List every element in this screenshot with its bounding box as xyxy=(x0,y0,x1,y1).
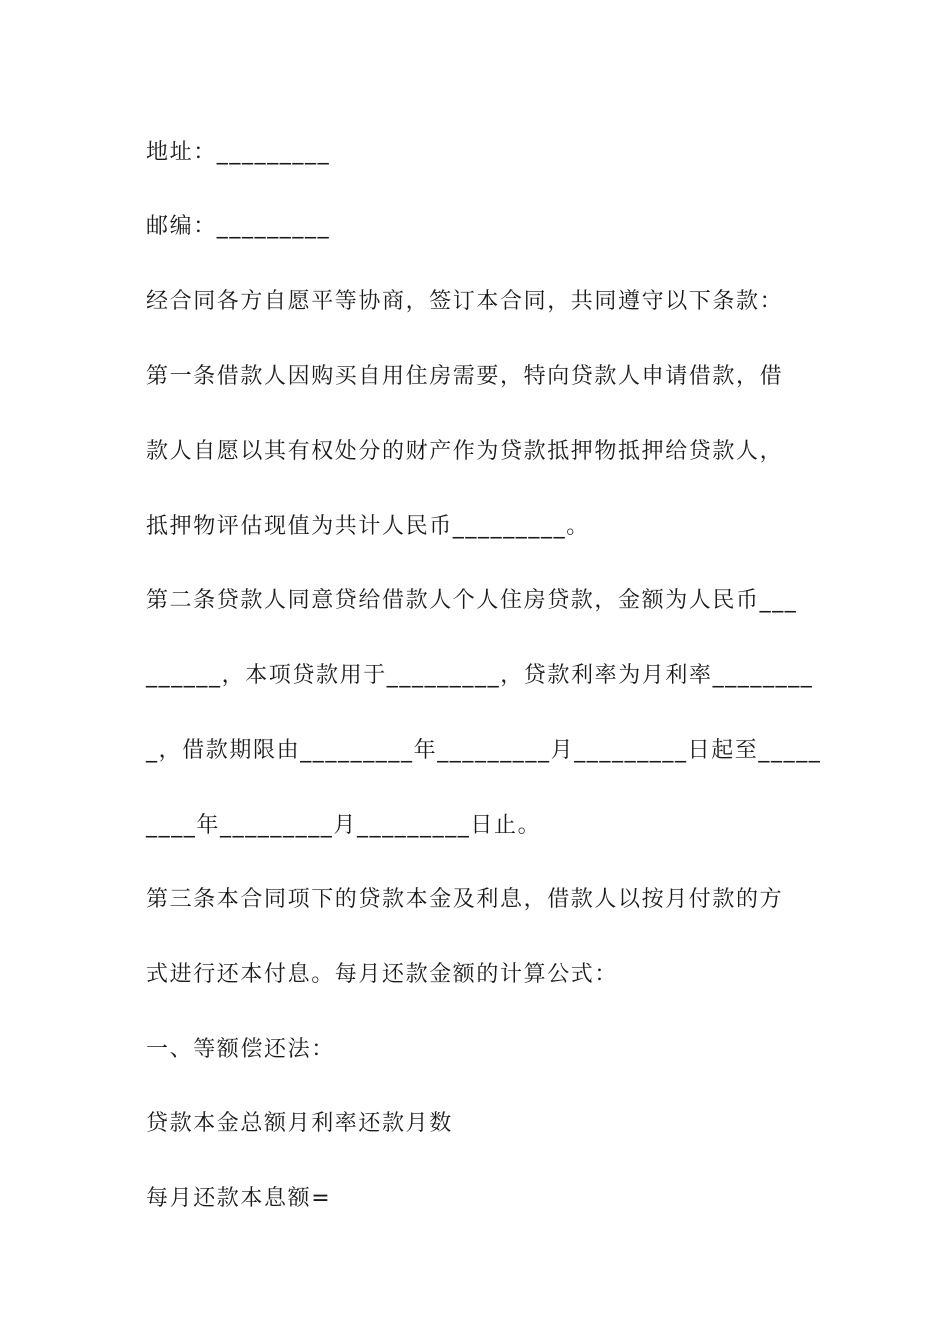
formula-variables: 贷款本金总额月利率还款月数 xyxy=(146,1111,453,1136)
article-1-line-3: 抵押物评估现值为共计人民币_________。 xyxy=(146,514,590,539)
article-1-line-2: 款人自愿以其有权处分的财产作为贷款抵押物抵押给贷款人， xyxy=(146,439,784,464)
address-line: 地址：_________ xyxy=(146,140,331,165)
method-heading: 一、等额偿还法： xyxy=(146,1037,335,1062)
article-2-line-4: ____年_________月_________日止。 xyxy=(146,813,542,838)
article-2-line-1: 第二条贷款人同意贷给借款人个人住房贷款，金额为人民币___ xyxy=(146,588,798,613)
article-2-line-3: _，借款期限由_________年_________月_________日起至_____ xyxy=(146,738,822,763)
formula-line: 每月还款本息额= xyxy=(146,1186,332,1211)
postcode-line: 邮编：_________ xyxy=(146,214,331,239)
article-2-line-2: ______，本项贷款用于_________，贷款利率为月利率________ xyxy=(146,663,814,688)
preamble-paragraph: 经合同各方自愿平等协商，签订本合同，共同遵守以下条款： xyxy=(146,289,784,314)
article-3-line-1: 第三条本合同项下的贷款本金及利息，借款人以按月付款的方 xyxy=(146,887,784,912)
article-1-line-1: 第一条借款人因购买自用住房需要，特向贷款人申请借款，借 xyxy=(146,364,784,389)
article-3-line-2: 式进行还本付息。每月还款金额的计算公式： xyxy=(146,962,619,987)
